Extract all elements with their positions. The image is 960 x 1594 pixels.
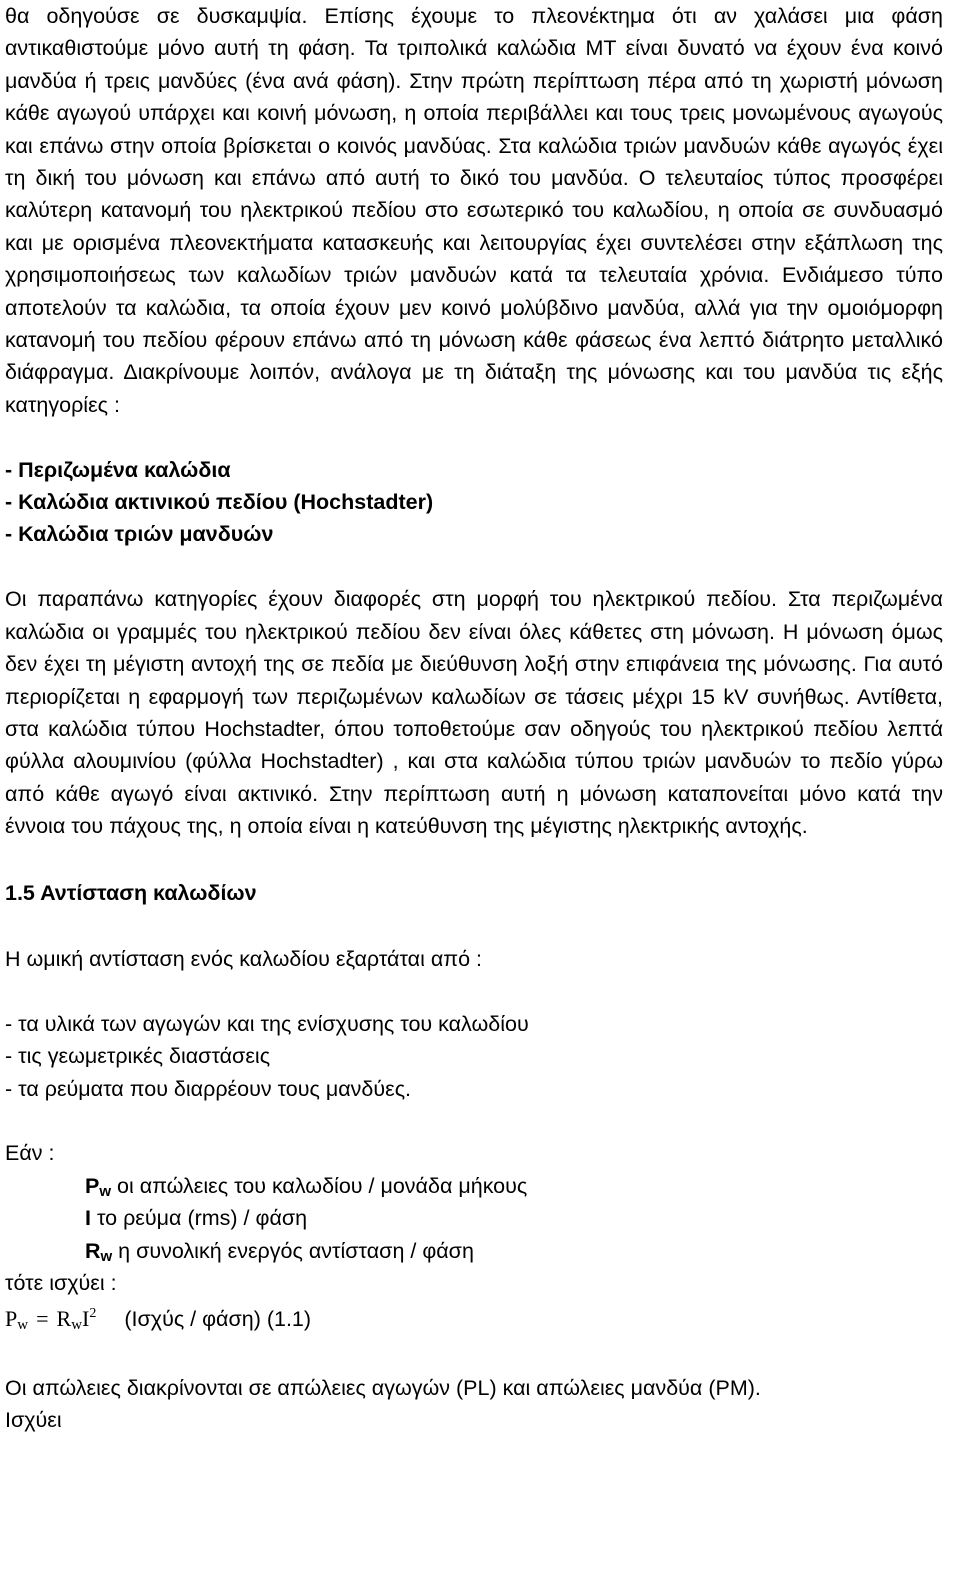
section-heading: 1.5 Αντίσταση καλωδίων: [5, 880, 257, 905]
definition-subscript: w: [100, 1247, 113, 1265]
factor-item: - τις γεωμετρικές διαστάσεις: [5, 1044, 271, 1069]
document-page: [5, 0, 943, 1437]
equation-caption: (Ισχύς / φάση) (1.1): [124, 1307, 312, 1332]
equation-lhs-subscript: w: [17, 1317, 29, 1334]
spacer: [5, 1105, 943, 1137]
equation-current: I: [82, 1306, 90, 1332]
spacer: [5, 843, 943, 877]
category-item: - Καλώδια ακτινικού πεδίου (Hochstadter): [5, 490, 434, 515]
paragraph-field-shape: Οι παραπάνω κατηγορίες έχουν διαφορές στη μορφή του ηλεκτρικού πεδίου. Στα περιζωμένα καλώδια οι γραμμές του ηλεκτρικού πεδίου δεν είναι όλες κάθετες στη μόνωση. Η μόνωση όμως δεν έχει τη μέγιστη αντοχή της σε πεδία με διεύθυνση λοξή στην επιφάνεια της μόνωσης. Για αυτό περιορίζεται η εφαρμογή των περιζωμένων καλωδίων σε τάσεις μέχρι 15 kV συνήθως. Αντίθετα, στα καλώδια τύπου Hochstadter, όπου τοποθετούμε σαν οδηγούς του ηλεκτρικού πεδίου λεπτά φύλλα αλουμινίου (φύλλα Hochstadter) , και στα καλώδια τύπου τριών μανδυών το πεδίο γύρω από κάθε αγωγό είναι ακτινικό. Στην περίπτωση αυτή η μόνωση καταπονείται μόνο κατά την έννοια του πάχους της, η οποία είναι η κατεύθυνση της μέγιστης ηλεκτρικής αντοχής.: [5, 587, 943, 839]
definition-symbol: R: [85, 1238, 101, 1263]
if-label: Εάν :: [5, 1141, 55, 1166]
resistance-intro: Η ωμική αντίσταση ενός καλωδίου εξαρτάται από :: [5, 946, 482, 971]
definition-subscript: w: [99, 1182, 112, 1200]
definition-text: το ρεύμα (rms) / φάση: [90, 1206, 308, 1231]
spacer: [5, 1339, 943, 1371]
paragraph-cable-types: θα οδηγούσε σε δυσκαμψία. Επίσης έχουμε το πλεονέκτημα ότι αν χαλάσει μια φάση αντικαθιστούμε μόνο αυτή τη φάση. Τα τριπολικά καλώδια ΜΤ είναι δυνατό να έχουν ένα κοινό μανδύα ή τρεις μανδύες (ένα ανά φάση). Στην πρώτη περίπτωση πέρα από τη χωριστή μόνωση κάθε αγωγού υπάρχει και κοινή μόνωση, η οποία περιβάλλει και τους τρεις μονωμένους αγωγούς και επάνω στην οποία βρίσκεται ο κοινός μανδύας. Στα καλώδια τριών μανδυών κάθε αγωγός έχει τη δική του μόνωση και επάνω από αυτή το δικό του μανδύα. Ο τελευταίος τύπος προσφέρει καλύτερη κατανομή του ηλεκτρικού πεδίου στο εσωτερικό του καλωδίου, η οποία σε συνδυασμό και με ορισμένα πλεονεκτήματα κατασκευής και λειτουργίας έχει συντελέσει στην εξάπλωση της χρησιμοποιήσεως των καλωδίων τριών μανδυών κατά τα τελευταία χρόνια. Ενδιάμεσο τύπο αποτελούν τα καλώδια, τα οποία έχουν μεν κοινό μολύβδινο μανδύα, αλλά για την ομοιόμορφη κατανομή του πεδίου φέρουν επάνω από τη μόνωση κάθε φάσεως ένα λεπτό διάτρητο μεταλλικό διάφραγμα. Διακρίνουμε λοιπόν, ανάλογα με τη διάταξη της μόνωσης και του μανδύα τις εξής κατηγορίες :: [5, 4, 943, 417]
definition-line: [5, 1170, 943, 1202]
final-line: Ισχύει: [5, 1408, 62, 1433]
equation-lhs: P: [5, 1306, 18, 1332]
loss-equation: [5, 1299, 96, 1339]
factor-item: - τα υλικά των αγωγών και της ενίσχυσης του καλωδίου: [5, 1011, 529, 1036]
definition-symbol: I: [85, 1206, 91, 1231]
category-item: - Περιζωμένα καλώδια: [5, 457, 231, 482]
equation-resistance: R: [56, 1306, 72, 1332]
definition-line: [5, 1235, 943, 1267]
equation-resistance-subscript: w: [71, 1317, 83, 1334]
equation-power: 2: [89, 1306, 97, 1322]
spacer: [5, 551, 943, 583]
spacer: [5, 421, 943, 453]
equation-line: [5, 1299, 943, 1339]
definition-text: η συνολική ενεργός αντίσταση / φάση: [112, 1238, 474, 1263]
paragraph-losses: Οι απώλειες διακρίνονται σε απώλειες αγωγών (PL) και απώλειες μανδύα (PM).: [5, 1375, 761, 1400]
spacer: [5, 909, 943, 943]
definition-text: οι απώλειες του καλωδίου / μονάδα μήκους: [111, 1173, 528, 1198]
definition-line: [5, 1202, 943, 1234]
spacer: [5, 975, 943, 1007]
category-item: - Καλώδια τριών μανδυών: [5, 522, 274, 547]
definition-symbol: P: [85, 1173, 100, 1198]
equation-operator: =: [36, 1306, 49, 1332]
factor-item: - τα ρεύματα που διαρρέουν τους μανδύες.: [5, 1076, 412, 1101]
then-label: τότε ισχύει :: [5, 1270, 117, 1295]
